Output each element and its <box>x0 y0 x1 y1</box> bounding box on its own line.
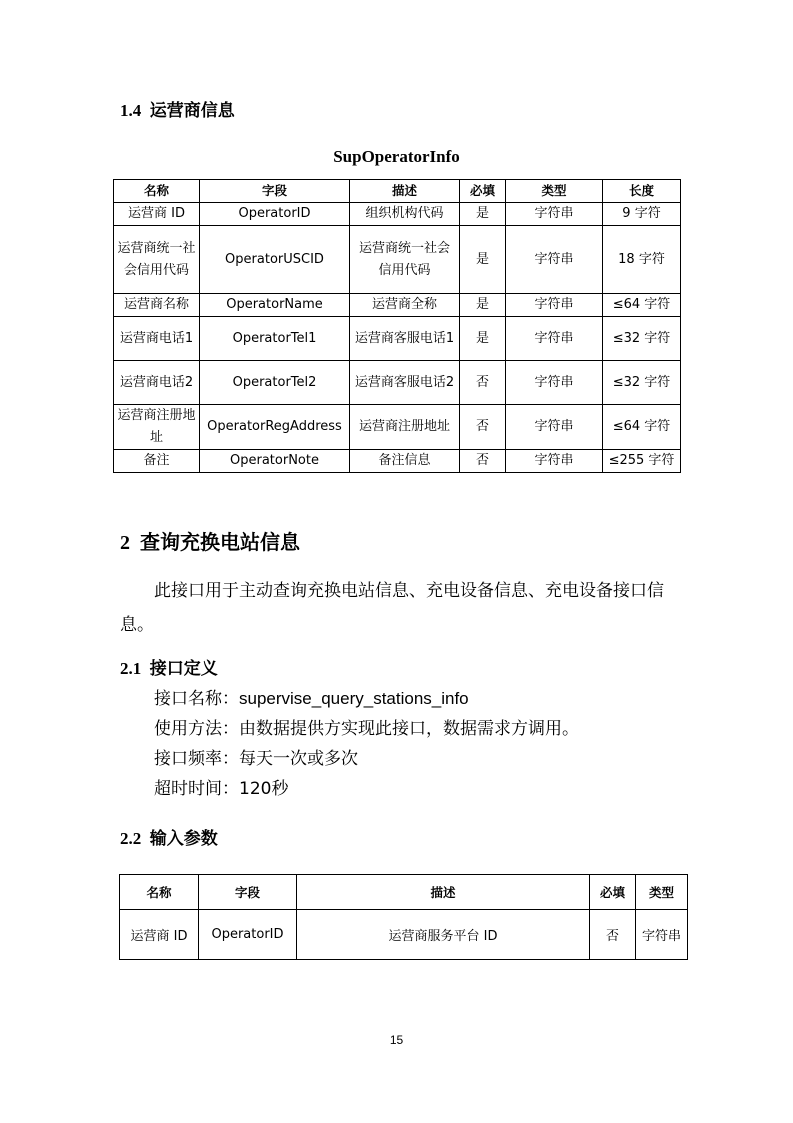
table-header-row <box>114 180 681 203</box>
table-cell: 是 <box>460 294 506 317</box>
table-cell: 运营商名称 <box>114 294 200 317</box>
table-cell: OperatorTel2 <box>200 361 350 405</box>
definition-label: 超时时间： <box>154 779 239 799</box>
section-number: 2.2 <box>120 829 142 848</box>
table-cell: 是 <box>460 226 506 294</box>
table-cell: 字符串 <box>506 294 603 317</box>
table-cell: 字符串 <box>636 910 688 960</box>
table-cell: 运营商注册地址 <box>350 405 460 450</box>
page-number: 15 <box>389 1033 404 1047</box>
table-row <box>120 910 688 960</box>
section-heading-2-1 <box>120 654 218 679</box>
table-cell: 运营商统一社会信用代码 <box>350 226 460 294</box>
table-cell: ≤32 字符 <box>603 317 681 361</box>
section-heading-1-4 <box>120 96 235 121</box>
header-cell: 类型 <box>506 180 603 203</box>
table-row <box>114 226 681 294</box>
table-cell: 否 <box>460 361 506 405</box>
header-cell: 描述 <box>350 180 460 203</box>
definition-line <box>154 714 579 744</box>
table-cell: 否 <box>590 910 636 960</box>
table-cell: OperatorUSCID <box>200 226 350 294</box>
header-cell: 名称 <box>120 875 199 910</box>
table-cell: ≤32 字符 <box>603 361 681 405</box>
section-heading-2-2 <box>120 824 218 849</box>
table-cell: OperatorNote <box>200 450 350 473</box>
table-cell: 运营商 ID <box>120 910 199 960</box>
table-cell: 运营商客服电话2 <box>350 361 460 405</box>
header-cell: 必填 <box>460 180 506 203</box>
table-cell: OperatorID <box>199 910 297 960</box>
input-params-table <box>119 874 688 960</box>
definition-line <box>154 744 579 774</box>
table-cell: 字符串 <box>506 405 603 450</box>
table-cell: 9 字符 <box>603 203 681 226</box>
table-cell: 运营商客服电话1 <box>350 317 460 361</box>
table-cell: OperatorRegAddress <box>200 405 350 450</box>
definition-line <box>154 774 579 804</box>
section-number: 2 <box>120 532 130 554</box>
section-title: 输入参数 <box>149 829 218 849</box>
table-cell: 否 <box>460 450 506 473</box>
section-intro-paragraph: 此接口用于主动查询充换电站信息、充电设备信息、充电设备接口信息。 <box>120 581 664 635</box>
table-cell: 运营商电话2 <box>114 361 200 405</box>
table-row <box>114 294 681 317</box>
table-cell: 运营商注册地址 <box>114 405 200 450</box>
header-cell: 名称 <box>114 180 200 203</box>
definition-value: supervise_query_stations_info <box>239 689 469 708</box>
table-cell: 备注信息 <box>350 450 460 473</box>
table-cell: 运营商统一社会信用代码 <box>114 226 200 294</box>
table-cell: 字符串 <box>506 203 603 226</box>
section-number: 2.1 <box>120 659 142 678</box>
table-caption: SupOperatorInfo <box>333 147 460 166</box>
table-cell: OperatorTel1 <box>200 317 350 361</box>
table-cell: 18 字符 <box>603 226 681 294</box>
table-row <box>114 203 681 226</box>
interface-definition-list <box>154 684 579 804</box>
table-row <box>114 450 681 473</box>
table-cell: 是 <box>460 317 506 361</box>
section-number: 1.4 <box>120 101 142 120</box>
operator-info-table <box>113 179 681 473</box>
table-cell: 运营商服务平台 ID <box>297 910 590 960</box>
table-cell: 运营商 ID <box>114 203 200 226</box>
definition-value: 由数据提供方实现此接口，数据需求方调用。 <box>239 719 579 739</box>
header-cell: 描述 <box>297 875 590 910</box>
definition-label: 接口名称： <box>154 689 239 709</box>
table-cell: 组织机构代码 <box>350 203 460 226</box>
section-title: 运营商信息 <box>149 101 235 121</box>
header-cell: 必填 <box>590 875 636 910</box>
table-cell: ≤255 字符 <box>603 450 681 473</box>
header-cell: 长度 <box>603 180 681 203</box>
table-cell: 备注 <box>114 450 200 473</box>
table-cell: 运营商全称 <box>350 294 460 317</box>
header-cell: 字段 <box>200 180 350 203</box>
table-cell: 字符串 <box>506 450 603 473</box>
header-cell: 类型 <box>636 875 688 910</box>
table-cell: 否 <box>460 405 506 450</box>
definition-value: 120秒 <box>239 779 289 799</box>
header-cell: 字段 <box>199 875 297 910</box>
definition-value: 每天一次或多次 <box>239 749 358 769</box>
table-cell: OperatorID <box>200 203 350 226</box>
table-row <box>114 361 681 405</box>
table-cell: ≤64 字符 <box>603 405 681 450</box>
definition-line <box>154 684 579 714</box>
table-cell: 是 <box>460 203 506 226</box>
section-title: 接口定义 <box>149 659 218 679</box>
table-cell: 字符串 <box>506 361 603 405</box>
table-cell: 运营商电话1 <box>114 317 200 361</box>
table-cell: OperatorName <box>200 294 350 317</box>
definition-label: 接口频率： <box>154 749 239 769</box>
table-header-row <box>120 875 688 910</box>
definition-label: 使用方法： <box>154 719 239 739</box>
section-title: 查询充换电站信息 <box>140 530 300 554</box>
table-cell: ≤64 字符 <box>603 294 681 317</box>
table-row <box>114 317 681 361</box>
table-row <box>114 405 681 450</box>
table-cell: 字符串 <box>506 317 603 361</box>
section-heading-2 <box>120 526 300 555</box>
table-cell: 字符串 <box>506 226 603 294</box>
